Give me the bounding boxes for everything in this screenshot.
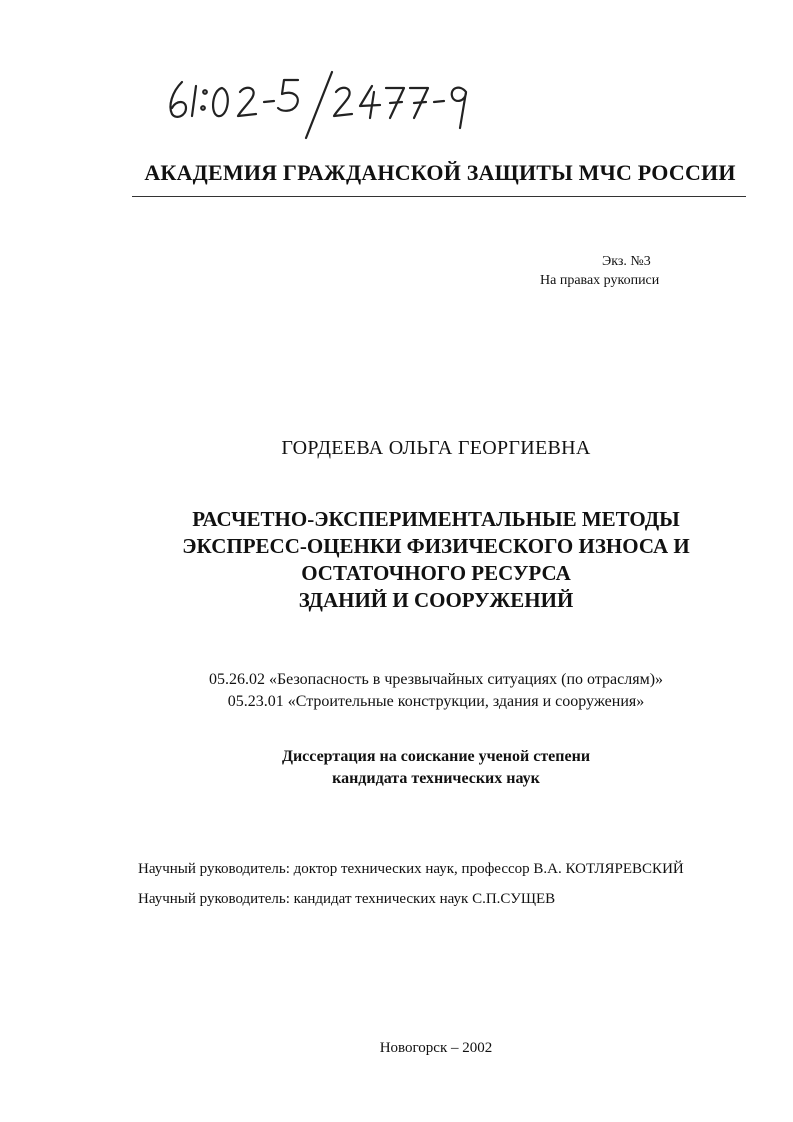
supervisor-line: Научный руководитель: кандидат технических наук С.П.СУЩЕВ: [138, 891, 556, 907]
place-and-year: Новогорск – 2002: [379, 1040, 493, 1056]
handwritten-catalog-mark: [160, 62, 490, 142]
institution-name: АКАДЕМИЯ ГРАЖДАНСКОЙ ЗАЩИТЫ МЧС РОССИИ: [144, 160, 736, 185]
dissertation-title: [0, 506, 793, 614]
title-line: ЗДАНИЙ И СООРУЖЕНИЙ: [298, 588, 574, 612]
degree-statement: [0, 746, 793, 790]
manuscript-rights: На правах рукописи: [540, 273, 660, 288]
specialty-line: 05.26.02 «Безопасность в чрезвычайных ситуациях (по отраслям)»: [208, 671, 664, 688]
copy-info: [540, 252, 700, 290]
degree-line: кандидата технических наук: [332, 770, 540, 787]
header-divider: [132, 196, 746, 197]
specialties: [0, 669, 793, 713]
specialty-line: 05.23.01 «Строительные конструкции, здания и сооружения»: [227, 693, 645, 710]
title-line: РАСЧЕТНО-ЭКСПЕРИМЕНТАЛЬНЫЕ МЕТОДЫ: [192, 507, 680, 531]
author-name: ГОРДЕЕВА ОЛЬГА ГЕОРГИЕВНА: [281, 437, 591, 459]
supervisors: [138, 854, 778, 914]
copy-number: Экз. №3: [602, 254, 651, 269]
title-line: ЭКСПРЕСС-ОЦЕНКИ ФИЗИЧЕСКОГО ИЗНОСА И: [182, 534, 690, 558]
title-line: ОСТАТОЧНОГО РЕСУРСА: [301, 561, 571, 585]
supervisor-line: Научный руководитель: доктор технических наук, профессор В.А. КОТЛЯРЕВСКИЙ: [138, 861, 684, 877]
degree-line: Диссертация на соискание ученой степени: [281, 748, 591, 765]
